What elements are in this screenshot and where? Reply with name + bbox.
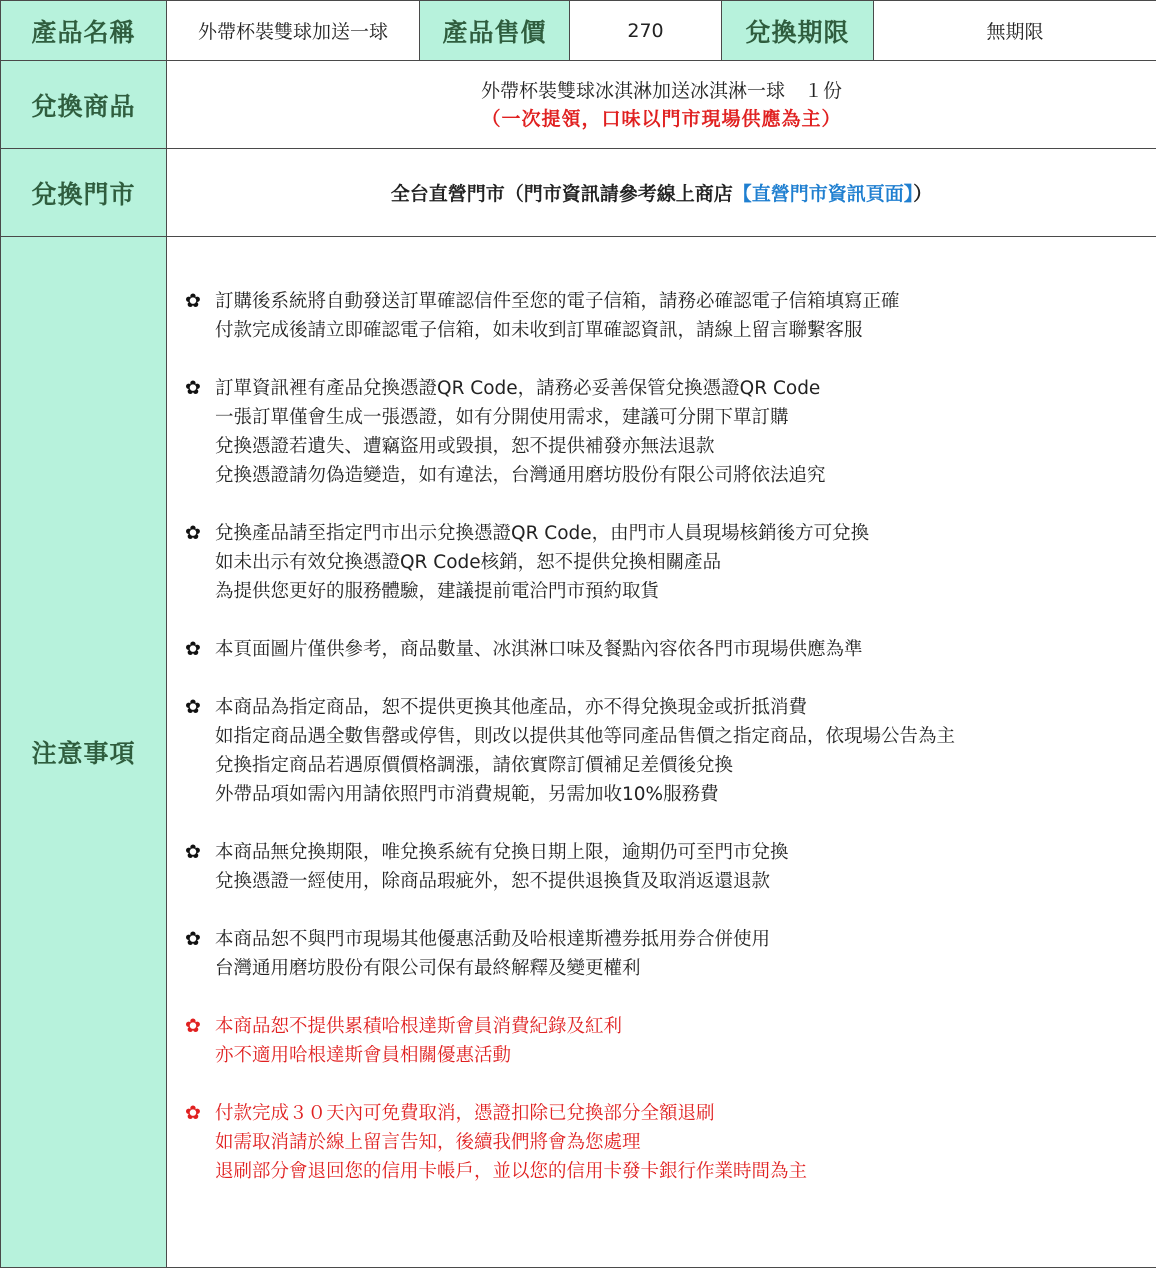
note-spacer bbox=[171, 983, 1156, 1012]
note-item bbox=[171, 925, 1156, 983]
note-line: 本商品為指定商品，恕不提供更換其他產品，亦不得兌換現金或折抵消費 bbox=[215, 697, 808, 718]
row-redeem-product bbox=[1, 61, 1156, 149]
row-basic-info bbox=[1, 1, 1156, 61]
note-item bbox=[171, 287, 1156, 345]
redeem-product-note: （一次提領，口味以門市現場供應為主） bbox=[481, 107, 842, 130]
notes-label: 注意事項 bbox=[1, 237, 167, 1268]
note-spacer bbox=[171, 345, 1156, 374]
note-lines bbox=[215, 635, 1156, 664]
note-line: 本商品恕不提供累積哈根達斯會員消費紀錄及紅利 bbox=[215, 1016, 623, 1037]
note-line: 如未出示有效兌換憑證QR Code核銷，恕不提供兌換相關產品 bbox=[215, 552, 722, 573]
note-line: 台灣通用磨坊股份有限公司保有最終解釋及變更權利 bbox=[215, 958, 641, 979]
note-line: 外帶品項如需內用請依照門市消費規範，另需加收10%服務費 bbox=[215, 784, 719, 805]
notes-content bbox=[167, 237, 1156, 1268]
flower-bullet-icon: ✿ bbox=[185, 290, 201, 312]
note-line: 如指定商品遇全數售罄或停售，則改以提供其他等同產品售價之指定商品，依現場公告為主 bbox=[215, 726, 956, 747]
note-line: 本頁面圖片僅供參考，商品數量、冰淇淋口味及餐點內容依各門市現場供應為準 bbox=[215, 639, 863, 660]
note-item bbox=[171, 1012, 1156, 1070]
note-line: 退刷部分會退回您的信用卡帳戶，並以您的信用卡發卡銀行作業時間為主 bbox=[215, 1161, 808, 1182]
note-item bbox=[171, 519, 1156, 606]
flower-bullet-icon: ✿ bbox=[185, 377, 201, 399]
note-line: 付款完成後請立即確認電子信箱，如未收到訂單確認資訊，請線上留言聯繫客服 bbox=[215, 320, 863, 341]
note-lines bbox=[215, 287, 1156, 345]
row-notes bbox=[1, 237, 1156, 1268]
note-lines bbox=[215, 1099, 1156, 1186]
note-spacer bbox=[171, 606, 1156, 635]
note-line: 付款完成３０天內可免費取消，憑證扣除已兌換部分全額退刷 bbox=[215, 1103, 715, 1124]
note-lines bbox=[215, 519, 1156, 606]
note-lines bbox=[215, 693, 1156, 809]
note-line: 訂購後系統將自動發送訂單確認信件至您的電子信箱，請務必確認電子信箱填寫正確 bbox=[215, 291, 900, 312]
flower-bullet-icon: ✿ bbox=[185, 638, 201, 660]
note-lines bbox=[215, 1012, 1156, 1070]
note-item bbox=[171, 374, 1156, 490]
note-line: 兌換憑證若遺失、遭竊盜用或毀損，恕不提供補發亦無法退款 bbox=[215, 436, 715, 457]
note-spacer bbox=[171, 664, 1156, 693]
note-line: 亦不適用哈根達斯會員相關優惠活動 bbox=[215, 1045, 512, 1066]
note-lines bbox=[215, 374, 1156, 490]
product-price-value: 270 bbox=[570, 1, 722, 61]
note-line: 一張訂單僅會生成一張憑證，如有分開使用需求，建議可分開下單訂購 bbox=[215, 407, 789, 428]
note-item bbox=[171, 635, 1156, 664]
redeem-period-label: 兌換期限 bbox=[722, 1, 874, 61]
store-text: 全台直營門市（門市資訊請參考線上商店 bbox=[390, 183, 733, 205]
note-line: 兌換憑證一經使用，除商品瑕疵外，恕不提供退換貨及取消返還退款 bbox=[215, 871, 771, 892]
redeem-period-value: 無期限 bbox=[874, 1, 1156, 61]
note-line: 兌換產品請至指定門市出示兌換憑證QR Code，由門市人員現場核銷後方可兌換 bbox=[215, 523, 870, 544]
note-line: 兌換指定商品若遇原價價格調漲，請依實際訂價補足差價後兌換 bbox=[215, 755, 734, 776]
redeem-product-text: 外帶杯裝雙球冰淇淋加送冰淇淋一球 １份 bbox=[480, 79, 842, 102]
flower-bullet-icon: ✿ bbox=[185, 1102, 201, 1124]
flower-bullet-icon: ✿ bbox=[185, 696, 201, 718]
note-line: 本商品恕不與門市現場其他優惠活動及哈根達斯禮券抵用券合併使用 bbox=[215, 929, 771, 950]
redeem-product-label: 兌換商品 bbox=[1, 61, 167, 149]
note-lines bbox=[215, 925, 1156, 983]
note-line: 為提供您更好的服務體驗，建議提前電洽門市預約取貨 bbox=[215, 581, 660, 602]
product-name-label: 產品名稱 bbox=[1, 1, 167, 61]
note-line: 本商品無兌換期限，唯兌換系統有兌換日期上限，逾期仍可至門市兌換 bbox=[215, 842, 789, 863]
note-item bbox=[171, 693, 1156, 809]
redeem-store-value bbox=[167, 149, 1156, 237]
store-text-end: ） bbox=[913, 183, 933, 205]
flower-bullet-icon: ✿ bbox=[185, 841, 201, 863]
flower-bullet-icon: ✿ bbox=[185, 928, 201, 950]
store-info-link[interactable]: 【直營門市資訊頁面】 bbox=[732, 183, 914, 205]
note-spacer bbox=[171, 490, 1156, 519]
flower-bullet-icon: ✿ bbox=[185, 522, 201, 544]
note-item bbox=[171, 1099, 1156, 1186]
product-price-label: 產品售價 bbox=[420, 1, 570, 61]
product-name-value: 外帶杯裝雙球加送一球 bbox=[167, 1, 420, 61]
note-item bbox=[171, 838, 1156, 896]
notes-list bbox=[167, 237, 1156, 1186]
note-spacer bbox=[171, 1070, 1156, 1099]
row-redeem-store bbox=[1, 149, 1156, 237]
flower-bullet-icon: ✿ bbox=[185, 1015, 201, 1037]
note-line: 如需取消請於線上留言告知，後續我們將會為您處理 bbox=[215, 1132, 641, 1153]
note-lines bbox=[215, 838, 1156, 896]
note-spacer bbox=[171, 809, 1156, 838]
redeem-product-value bbox=[167, 61, 1156, 149]
redeem-store-label: 兌換門市 bbox=[1, 149, 167, 237]
note-spacer bbox=[171, 896, 1156, 925]
note-line: 兌換憑證請勿偽造變造，如有違法，台灣通用磨坊股份有限公司將依法追究 bbox=[215, 465, 826, 486]
note-line: 訂單資訊裡有產品兌換憑證QR Code，請務必妥善保管兌換憑證QR Code bbox=[215, 378, 821, 399]
